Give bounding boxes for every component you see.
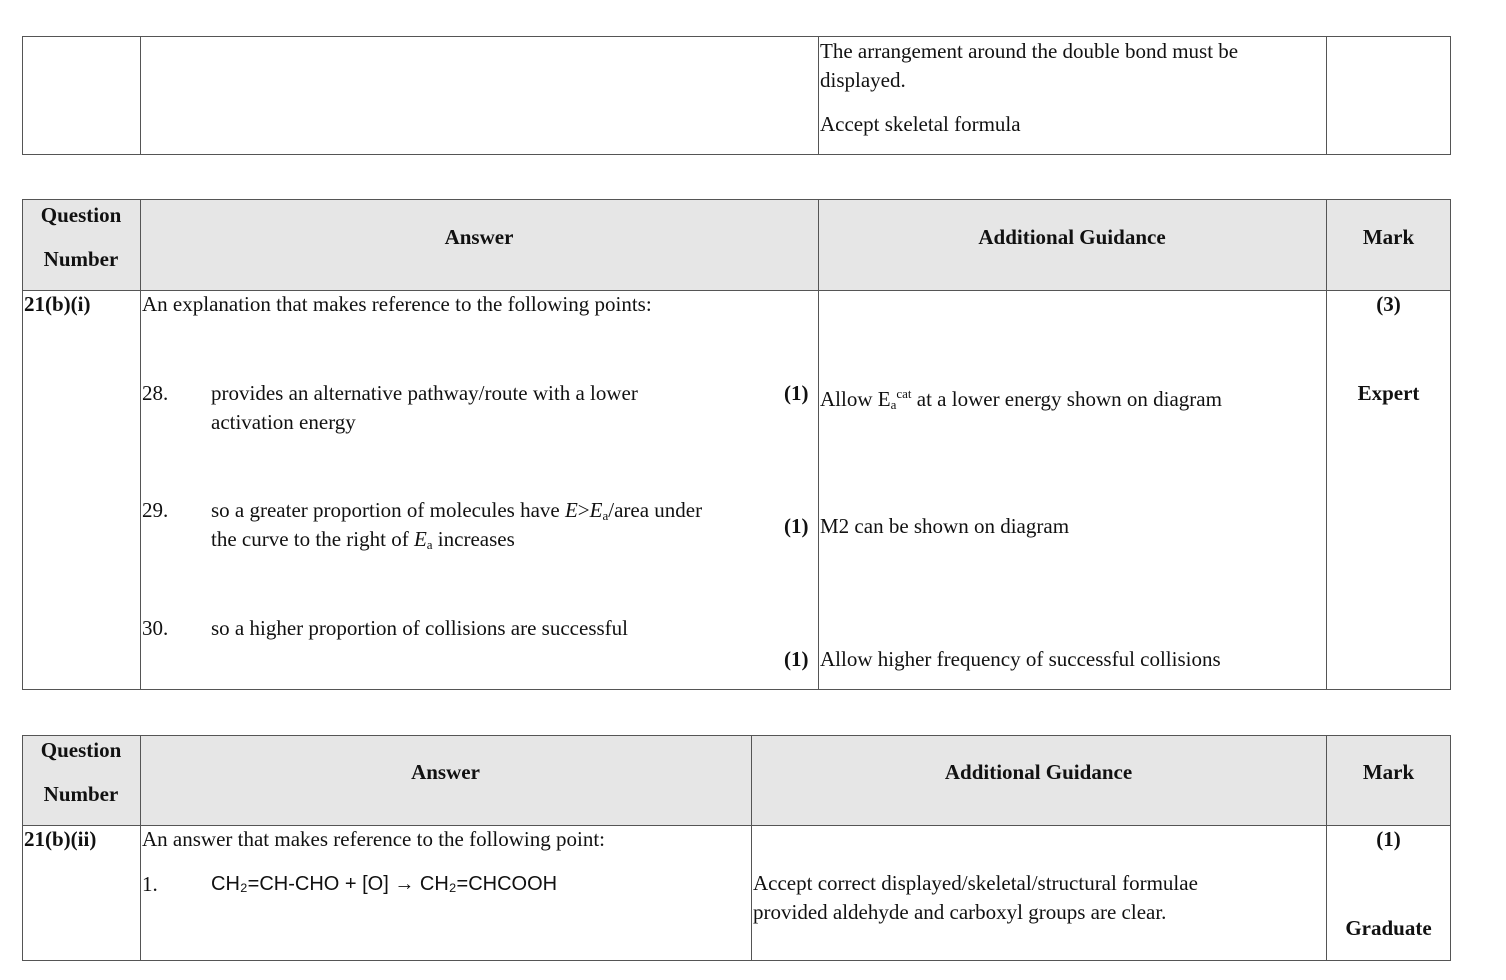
mark-total: (1)	[1376, 827, 1401, 851]
mark-level: Graduate	[1345, 916, 1432, 940]
point-text: activation energy	[211, 410, 356, 434]
header-guidance: Additional Guidance	[944, 760, 1133, 784]
point-number: 29.	[142, 498, 169, 522]
top-table-divider	[140, 36, 141, 155]
point-guidance: Allow higher frequency of successful collisions	[820, 647, 1221, 671]
point-guidance: M2 can be shown on diagram	[820, 514, 1070, 538]
point-mark: (1)	[784, 381, 809, 405]
top-table-divider	[1326, 36, 1327, 155]
point-number: 30.	[142, 616, 169, 640]
question-number: 21(b)(ii)	[24, 827, 97, 851]
table1-divider	[140, 199, 141, 690]
guidance-line: provided aldehyde and carboxyl groups are clear.	[753, 900, 1167, 924]
header-number: Number	[43, 247, 119, 271]
question-number: 21(b)(i)	[24, 292, 91, 316]
point-text: provides an alternative pathway/route with a lower	[211, 381, 638, 405]
header-mark: Mark	[1362, 760, 1415, 784]
header-number: Number	[43, 782, 119, 806]
point-text: so a greater proportion of molecules have $E>E_a$/area under	[211, 498, 703, 523]
header-mark: Mark	[1362, 225, 1415, 249]
point-mark: (1)	[784, 647, 809, 671]
reaction-equation: CH₂=CH-CHO + [O] → CH₂=CHCOOH	[211, 873, 558, 895]
point-guidance: Allow $E_a^{cat}$ at a lower energy shown on diagram	[820, 386, 1222, 412]
top-table-divider	[818, 36, 819, 155]
header-answer: Answer	[411, 760, 480, 784]
point-mark: (1)	[784, 514, 809, 538]
mark-total: (3)	[1376, 292, 1401, 316]
table1-divider	[1326, 199, 1327, 690]
table1-divider	[818, 199, 819, 690]
mark-level: Expert	[1357, 381, 1420, 405]
top-guidance-line: Accept skeletal formula	[820, 112, 1021, 136]
point-number: 28.	[142, 381, 169, 405]
point-number: 1.	[142, 872, 158, 896]
point-text: so a higher proportion of collisions are successful	[211, 616, 628, 640]
header-question: Question	[40, 738, 122, 762]
header-guidance: Additional Guidance	[978, 225, 1166, 249]
answer-intro: An explanation that makes reference to the following points:	[142, 292, 652, 316]
top-guidance-line: displayed.	[820, 68, 906, 92]
header-answer: Answer	[444, 225, 514, 249]
guidance-line: Accept correct displayed/skeletal/structural formulae	[753, 871, 1198, 895]
top-guidance-line: The arrangement around the double bond must be	[820, 39, 1239, 63]
point-text: the curve to the right of $E_a$ increases	[211, 527, 515, 552]
header-question: Question	[40, 203, 122, 227]
answer-intro: An answer that makes reference to the following point:	[142, 827, 606, 851]
